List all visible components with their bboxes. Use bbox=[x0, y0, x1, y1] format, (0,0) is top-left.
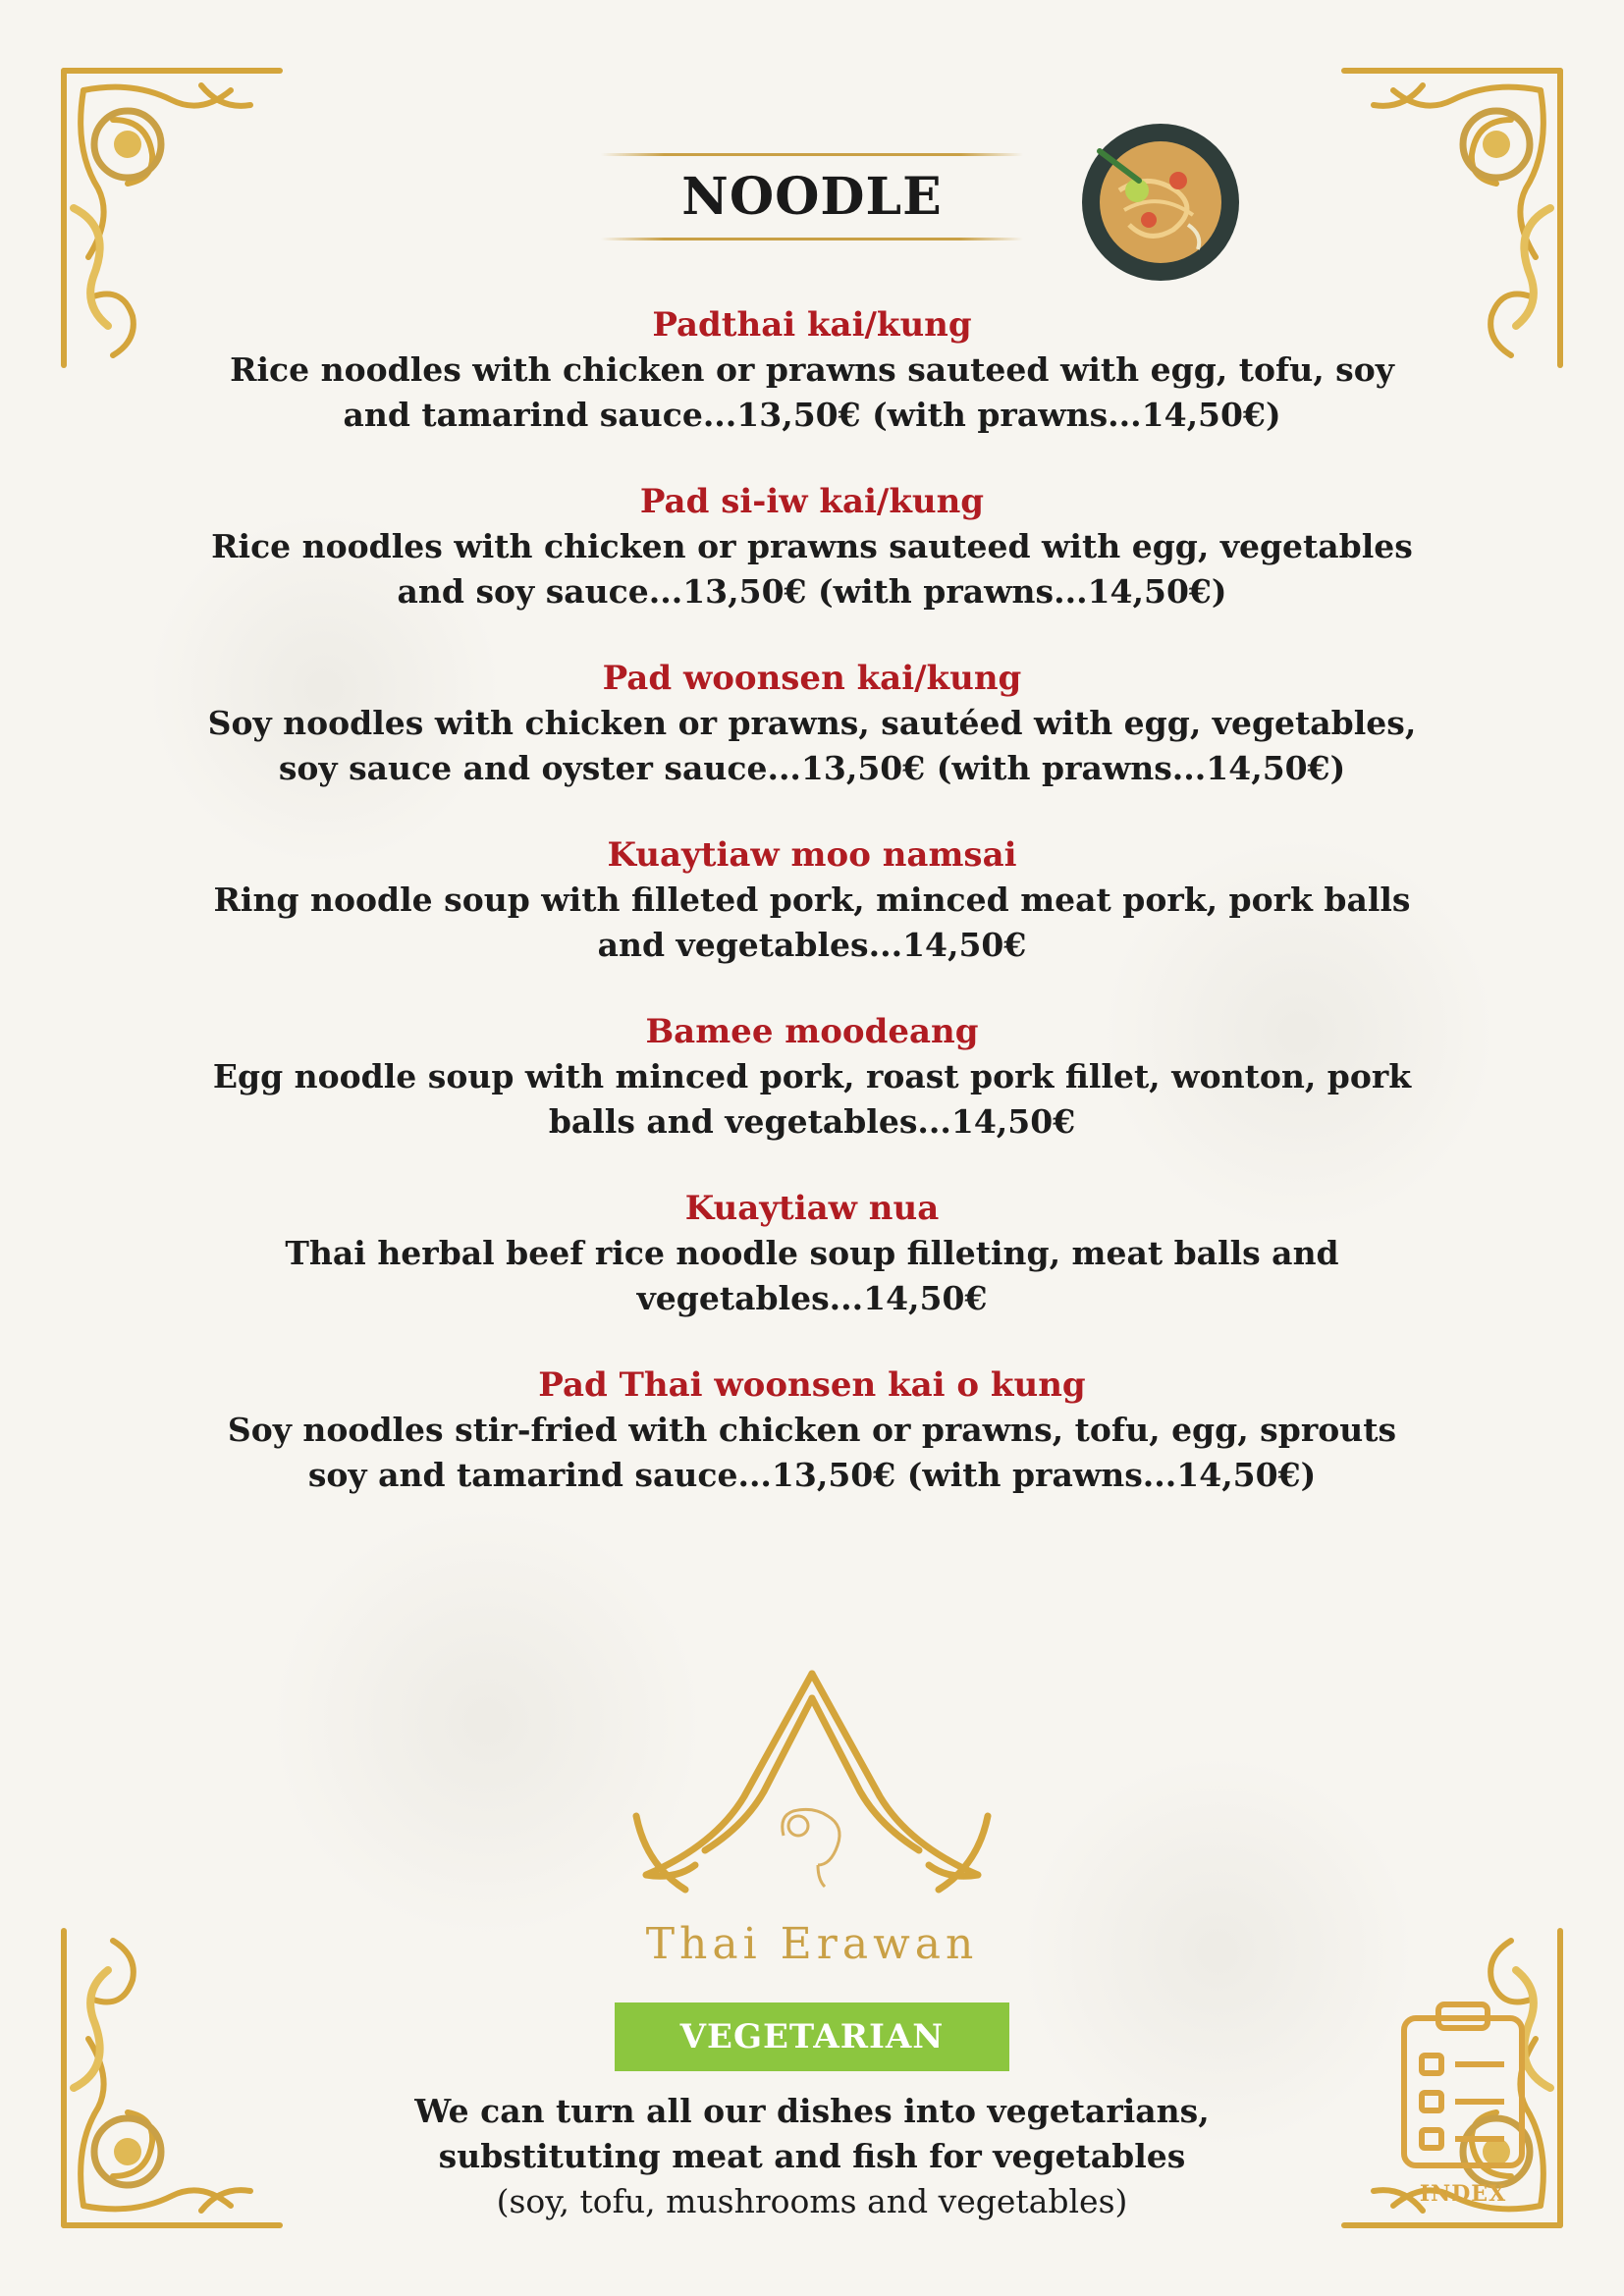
menu-item bbox=[157, 1186, 1467, 1321]
title-divider-bottom bbox=[601, 238, 1023, 240]
menu-item bbox=[157, 832, 1467, 968]
menu-item-description: Thai herbal beef rice noodle soup filleting, meat balls and bbox=[285, 1234, 1339, 1272]
menu-item-name: Kuaytiaw moo namsai bbox=[607, 835, 1017, 875]
menu-item bbox=[157, 479, 1467, 614]
section-header bbox=[601, 147, 1023, 245]
menu-item bbox=[157, 1362, 1467, 1498]
thai-erawan-logo-icon bbox=[617, 1669, 1007, 1914]
clipboard-list-icon bbox=[1394, 1999, 1532, 2175]
menu-item bbox=[157, 302, 1467, 438]
menu-item-description: balls and vegetables...14,50€ bbox=[548, 1102, 1076, 1141]
vegetarian-note-line: (soy, tofu, mushrooms and vegetables) bbox=[496, 2182, 1128, 2220]
menu-item-name: Pad woonsen kai/kung bbox=[602, 659, 1022, 698]
menu-item-description: and soy sauce...13,50€ (with prawns...14,50€) bbox=[397, 572, 1227, 611]
menu-item-description: Ring noodle soup with filleted pork, minced meat pork, pork balls bbox=[213, 881, 1411, 919]
menu-item bbox=[157, 656, 1467, 791]
menu-item-description: Soy noodles stir-fried with chicken or prawns, tofu, egg, sprouts bbox=[227, 1411, 1397, 1449]
menu-item-description: Rice noodles with chicken or prawns sauteed with egg, vegetables bbox=[211, 527, 1413, 565]
gold-corner-ornament-icon bbox=[54, 1921, 290, 2235]
menu-item-description: soy sauce and oyster sauce...13,50€ (with prawns...14,50€) bbox=[278, 749, 1346, 787]
vegetarian-note bbox=[324, 2089, 1300, 2224]
menu-items-list bbox=[157, 302, 1467, 1539]
index-button-label: INDEX bbox=[1419, 2181, 1507, 2207]
menu-item-description: and tamarind sauce...13,50€ (with prawns...14,50€) bbox=[343, 396, 1281, 434]
menu-item-description: Rice noodles with chicken or prawns sauteed with egg, tofu, soy bbox=[230, 350, 1394, 389]
vegetarian-badge: VEGETARIAN bbox=[615, 2002, 1009, 2071]
menu-item-description: Soy noodles with chicken or prawns, sautéed with egg, vegetables, bbox=[207, 704, 1417, 742]
logo-wordmark: Thai Erawan bbox=[645, 1919, 979, 1969]
menu-item-name: Pad Thai woonsen kai o kung bbox=[538, 1365, 1086, 1405]
menu-item-name: Bamee moodeang bbox=[645, 1012, 979, 1051]
vegetarian-note-line: substituting meat and fish for vegetables bbox=[438, 2137, 1186, 2175]
menu-item-name: Kuaytiaw nua bbox=[684, 1189, 940, 1228]
menu-item-name: Padthai kai/kung bbox=[652, 305, 972, 345]
menu-item-description: vegetables...14,50€ bbox=[636, 1279, 988, 1317]
noodle-dish-photo-icon bbox=[1080, 122, 1241, 283]
menu-item bbox=[157, 1009, 1467, 1145]
menu-item-description: Egg noodle soup with minced pork, roast pork fillet, wonton, pork bbox=[212, 1057, 1412, 1095]
menu-item-description: soy and tamarind sauce...13,50€ (with prawns...14,50€) bbox=[307, 1456, 1317, 1494]
index-button[interactable] bbox=[1394, 1999, 1532, 2215]
vegetarian-note-line: We can turn all our dishes into vegetarians, bbox=[414, 2092, 1210, 2130]
section-title: NOODLE bbox=[681, 167, 943, 227]
menu-item-description: and vegetables...14,50€ bbox=[597, 926, 1027, 964]
menu-item-name: Pad si-iw kai/kung bbox=[639, 482, 985, 521]
title-divider-top bbox=[601, 153, 1023, 156]
